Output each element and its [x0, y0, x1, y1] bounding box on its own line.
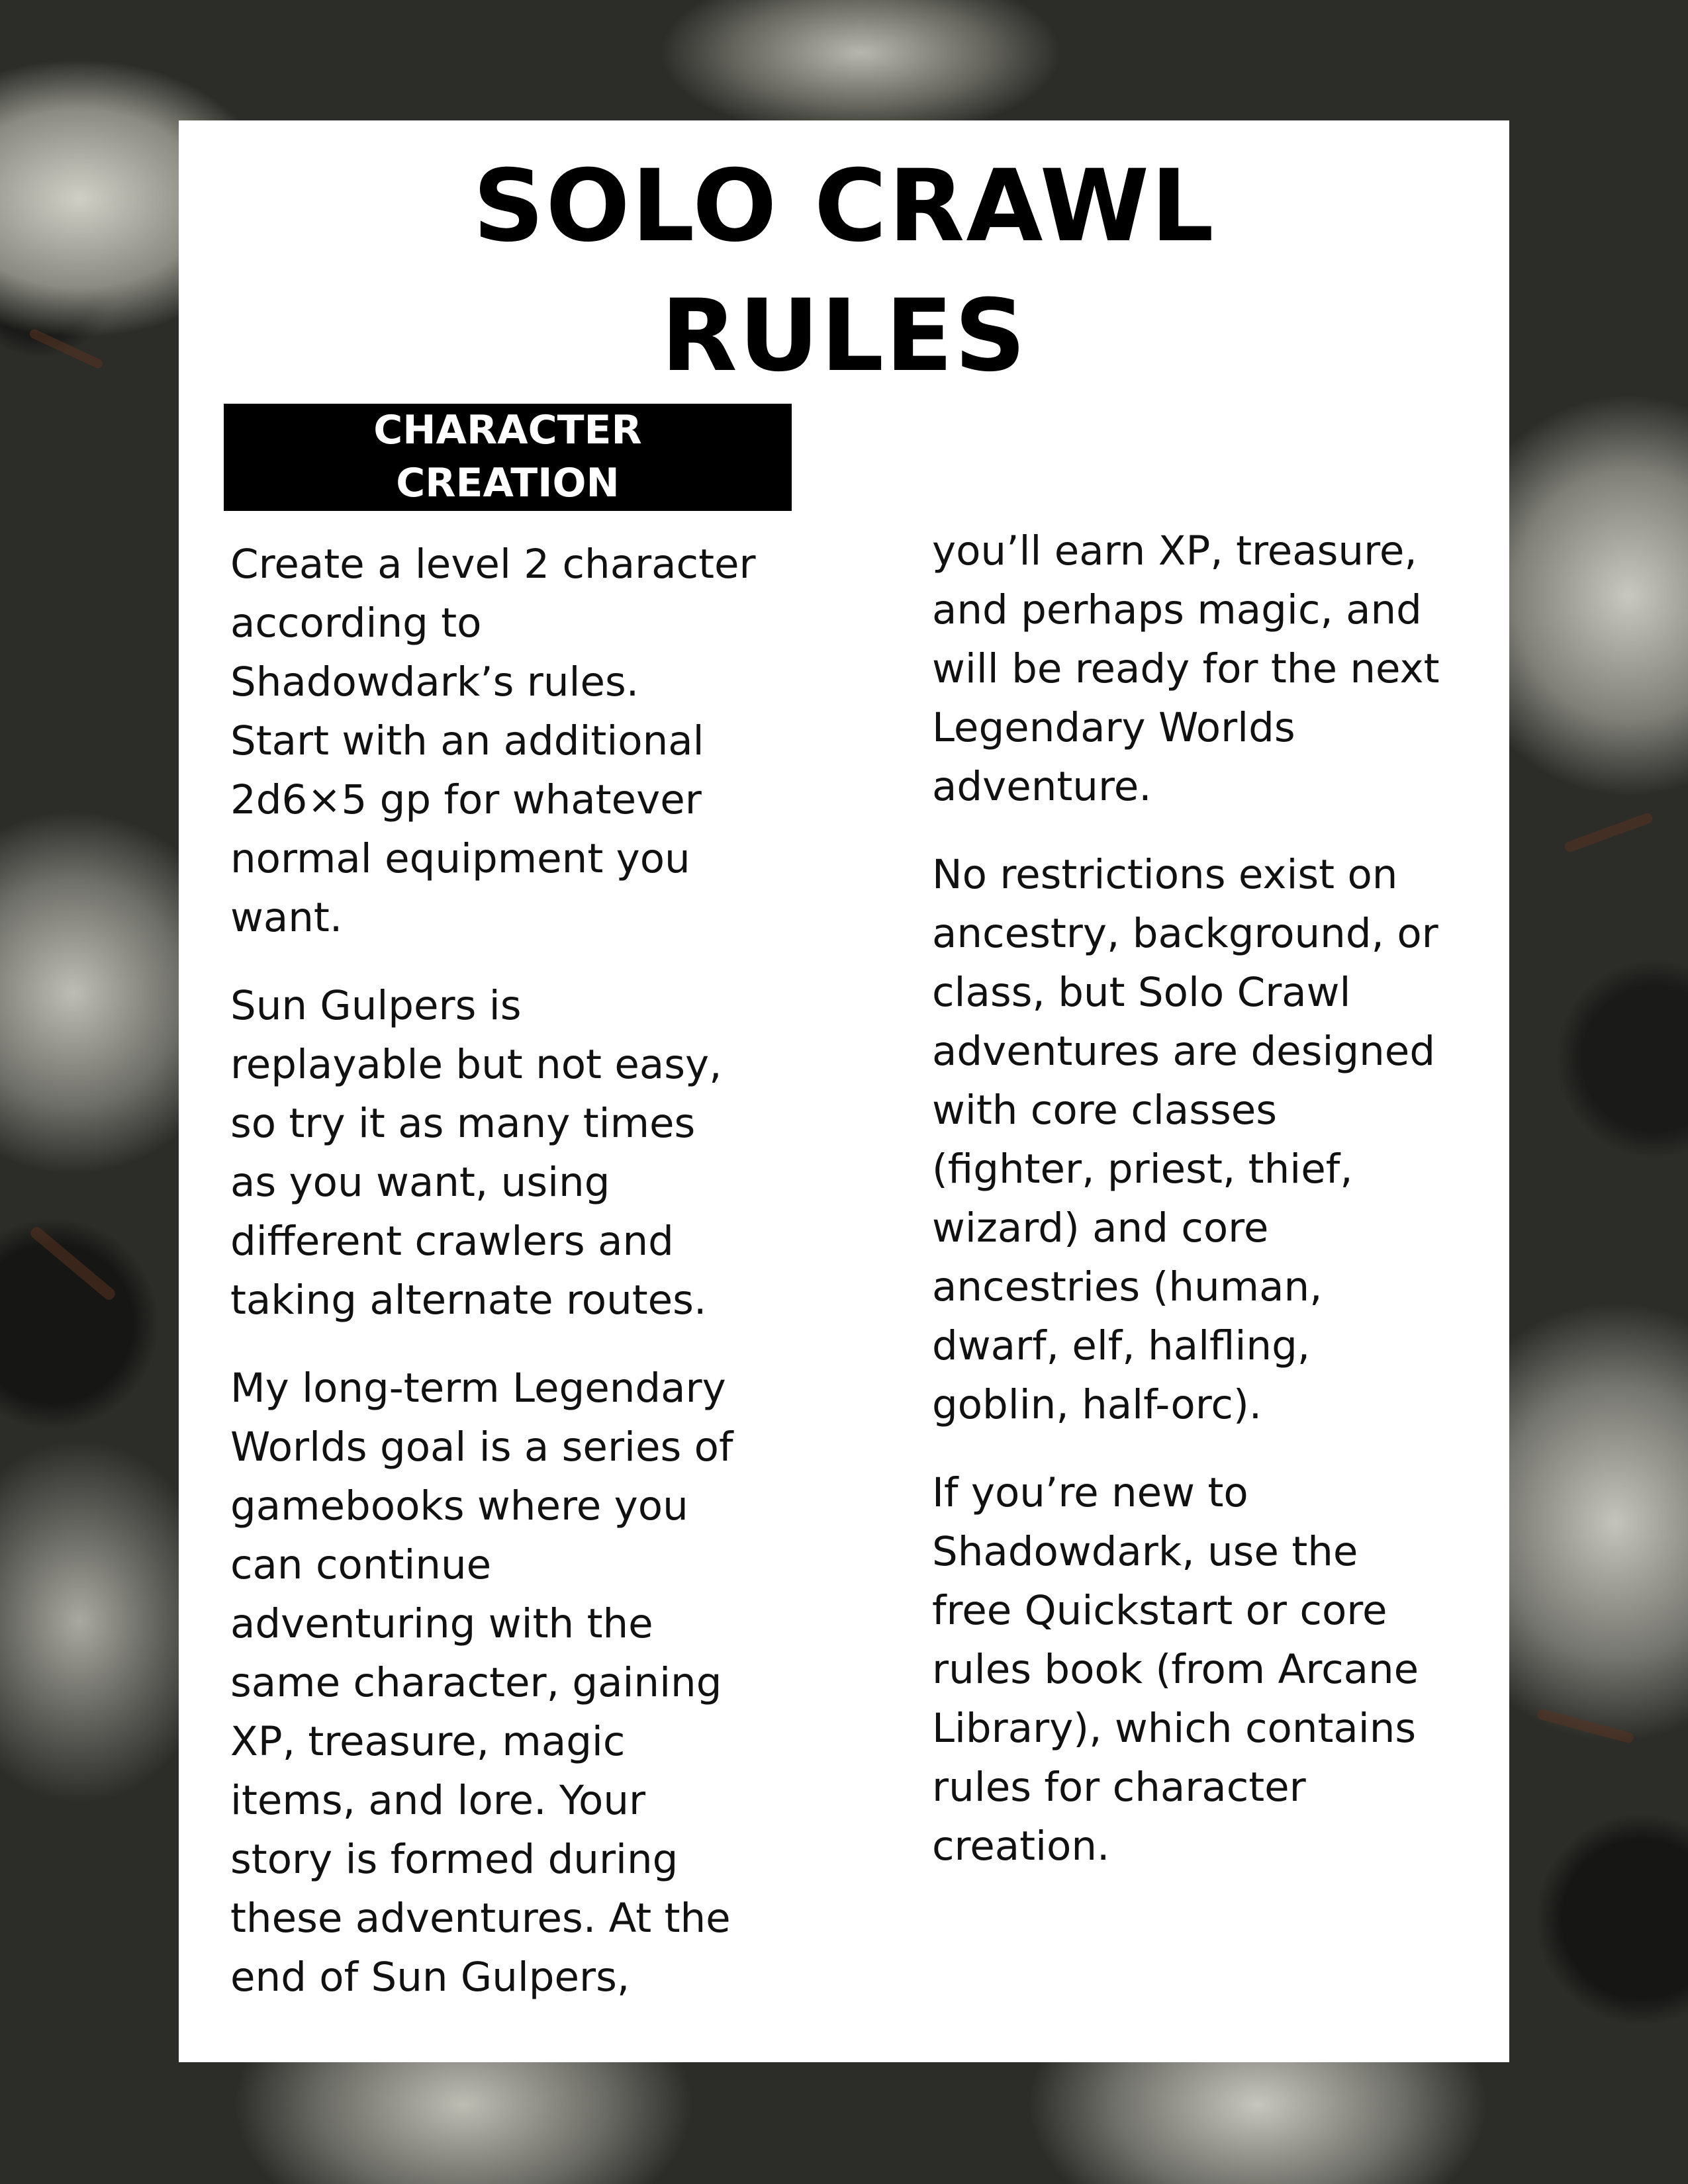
background-stain — [1563, 812, 1654, 854]
paragraph-line: Worlds goal is a series of — [230, 1424, 733, 1471]
paragraph-line: according to — [230, 600, 482, 647]
paragraph-line: dwarf, elf, halfling, — [932, 1322, 1311, 1369]
paragraph-line: XP, treasure, magic — [230, 1718, 626, 1765]
paragraph-line: Shadowdark’s rules. — [230, 659, 639, 705]
paragraph-gap — [230, 947, 813, 976]
section-heading-line: CHARACTER — [373, 407, 642, 453]
paragraph-line: (fighter, priest, thief, — [932, 1146, 1353, 1193]
paragraph-gap — [932, 816, 1501, 845]
paragraph-line: taking alternate routes. — [230, 1277, 707, 1324]
paragraph-line: creation. — [932, 1823, 1110, 1870]
paragraph-line: Library), which contains — [932, 1705, 1417, 1752]
paragraph-line: adventure. — [932, 763, 1152, 810]
paragraph-line: normal equipment you — [230, 835, 690, 882]
paragraph-gap — [230, 1330, 813, 1359]
paragraph-line: goblin, half-orc). — [932, 1381, 1262, 1428]
paragraph — [230, 535, 813, 947]
paragraph-line: items, and lore. Your — [230, 1777, 646, 1824]
paragraph — [230, 1359, 813, 2007]
paragraph-line: so try it as many times — [230, 1100, 696, 1147]
paragraph-line: end of Sun Gulpers, — [230, 1954, 630, 2001]
paragraph-line: No restrictions exist on — [932, 851, 1398, 898]
paragraph-line: want. — [230, 894, 343, 941]
page-title — [179, 142, 1509, 401]
paragraph-line: My long-term Legendary — [230, 1365, 726, 1412]
rules-panel — [179, 120, 1509, 2062]
paragraph-line: same character, gaining — [230, 1659, 722, 1706]
background-stain — [28, 328, 105, 369]
paragraph-line: as you want, using — [230, 1159, 610, 1206]
paragraph-line: gamebooks where you — [230, 1482, 688, 1529]
section-heading-line: CREATION — [396, 460, 620, 506]
paragraph — [230, 976, 813, 1330]
paragraph-line: ancestries (human, — [932, 1263, 1323, 1310]
background-stain — [1536, 1708, 1634, 1744]
paragraph-line: story is formed during — [230, 1836, 679, 1883]
paragraph-line: Create a level 2 character — [230, 541, 756, 588]
paragraph-line: wizard) and core — [932, 1205, 1269, 1251]
background-stain — [28, 1225, 117, 1302]
paragraph-line: different crawlers and — [230, 1218, 674, 1265]
title-line: RULES — [661, 279, 1027, 394]
paragraph — [932, 845, 1501, 1434]
paragraph-line: If you’re new to — [932, 1469, 1248, 1516]
paragraph-line: replayable but not easy, — [230, 1041, 722, 1088]
paragraph-line: free Quickstart or core — [932, 1587, 1387, 1634]
paragraph-line: rules for character — [932, 1764, 1306, 1811]
paragraph-line: Legendary Worlds — [932, 704, 1295, 751]
paragraph — [932, 1463, 1501, 1876]
paragraph-line: ancestry, background, or — [932, 910, 1438, 957]
paragraph-line: adventures are designed — [932, 1028, 1436, 1075]
paragraph-line: you’ll earn XP, treasure, — [932, 527, 1417, 574]
paragraph-line: 2d6×5 gp for whatever — [230, 776, 702, 823]
title-line: SOLO CRAWL — [473, 149, 1215, 264]
paragraph-line: Sun Gulpers is — [230, 982, 522, 1029]
paragraph-line: and perhaps magic, and — [932, 586, 1422, 633]
paragraph-line: Shadowdark, use the — [932, 1528, 1358, 1575]
paragraph-line: Start with an additional — [230, 717, 704, 764]
paragraph-line: rules book (from Arcane — [932, 1646, 1419, 1693]
paragraph-line: can continue — [230, 1541, 492, 1588]
right-column — [932, 522, 1501, 1876]
paragraph-gap — [932, 1434, 1501, 1463]
paragraph-line: will be ready for the next — [932, 645, 1440, 692]
paragraph-line: class, but Solo Crawl — [932, 969, 1351, 1016]
left-column — [230, 535, 813, 2007]
paragraph-line: adventuring with the — [230, 1600, 653, 1647]
paragraph-line: these adventures. At the — [230, 1895, 731, 1942]
paragraph-line: with core classes — [932, 1087, 1278, 1134]
section-heading — [224, 404, 792, 511]
paragraph — [932, 522, 1501, 816]
